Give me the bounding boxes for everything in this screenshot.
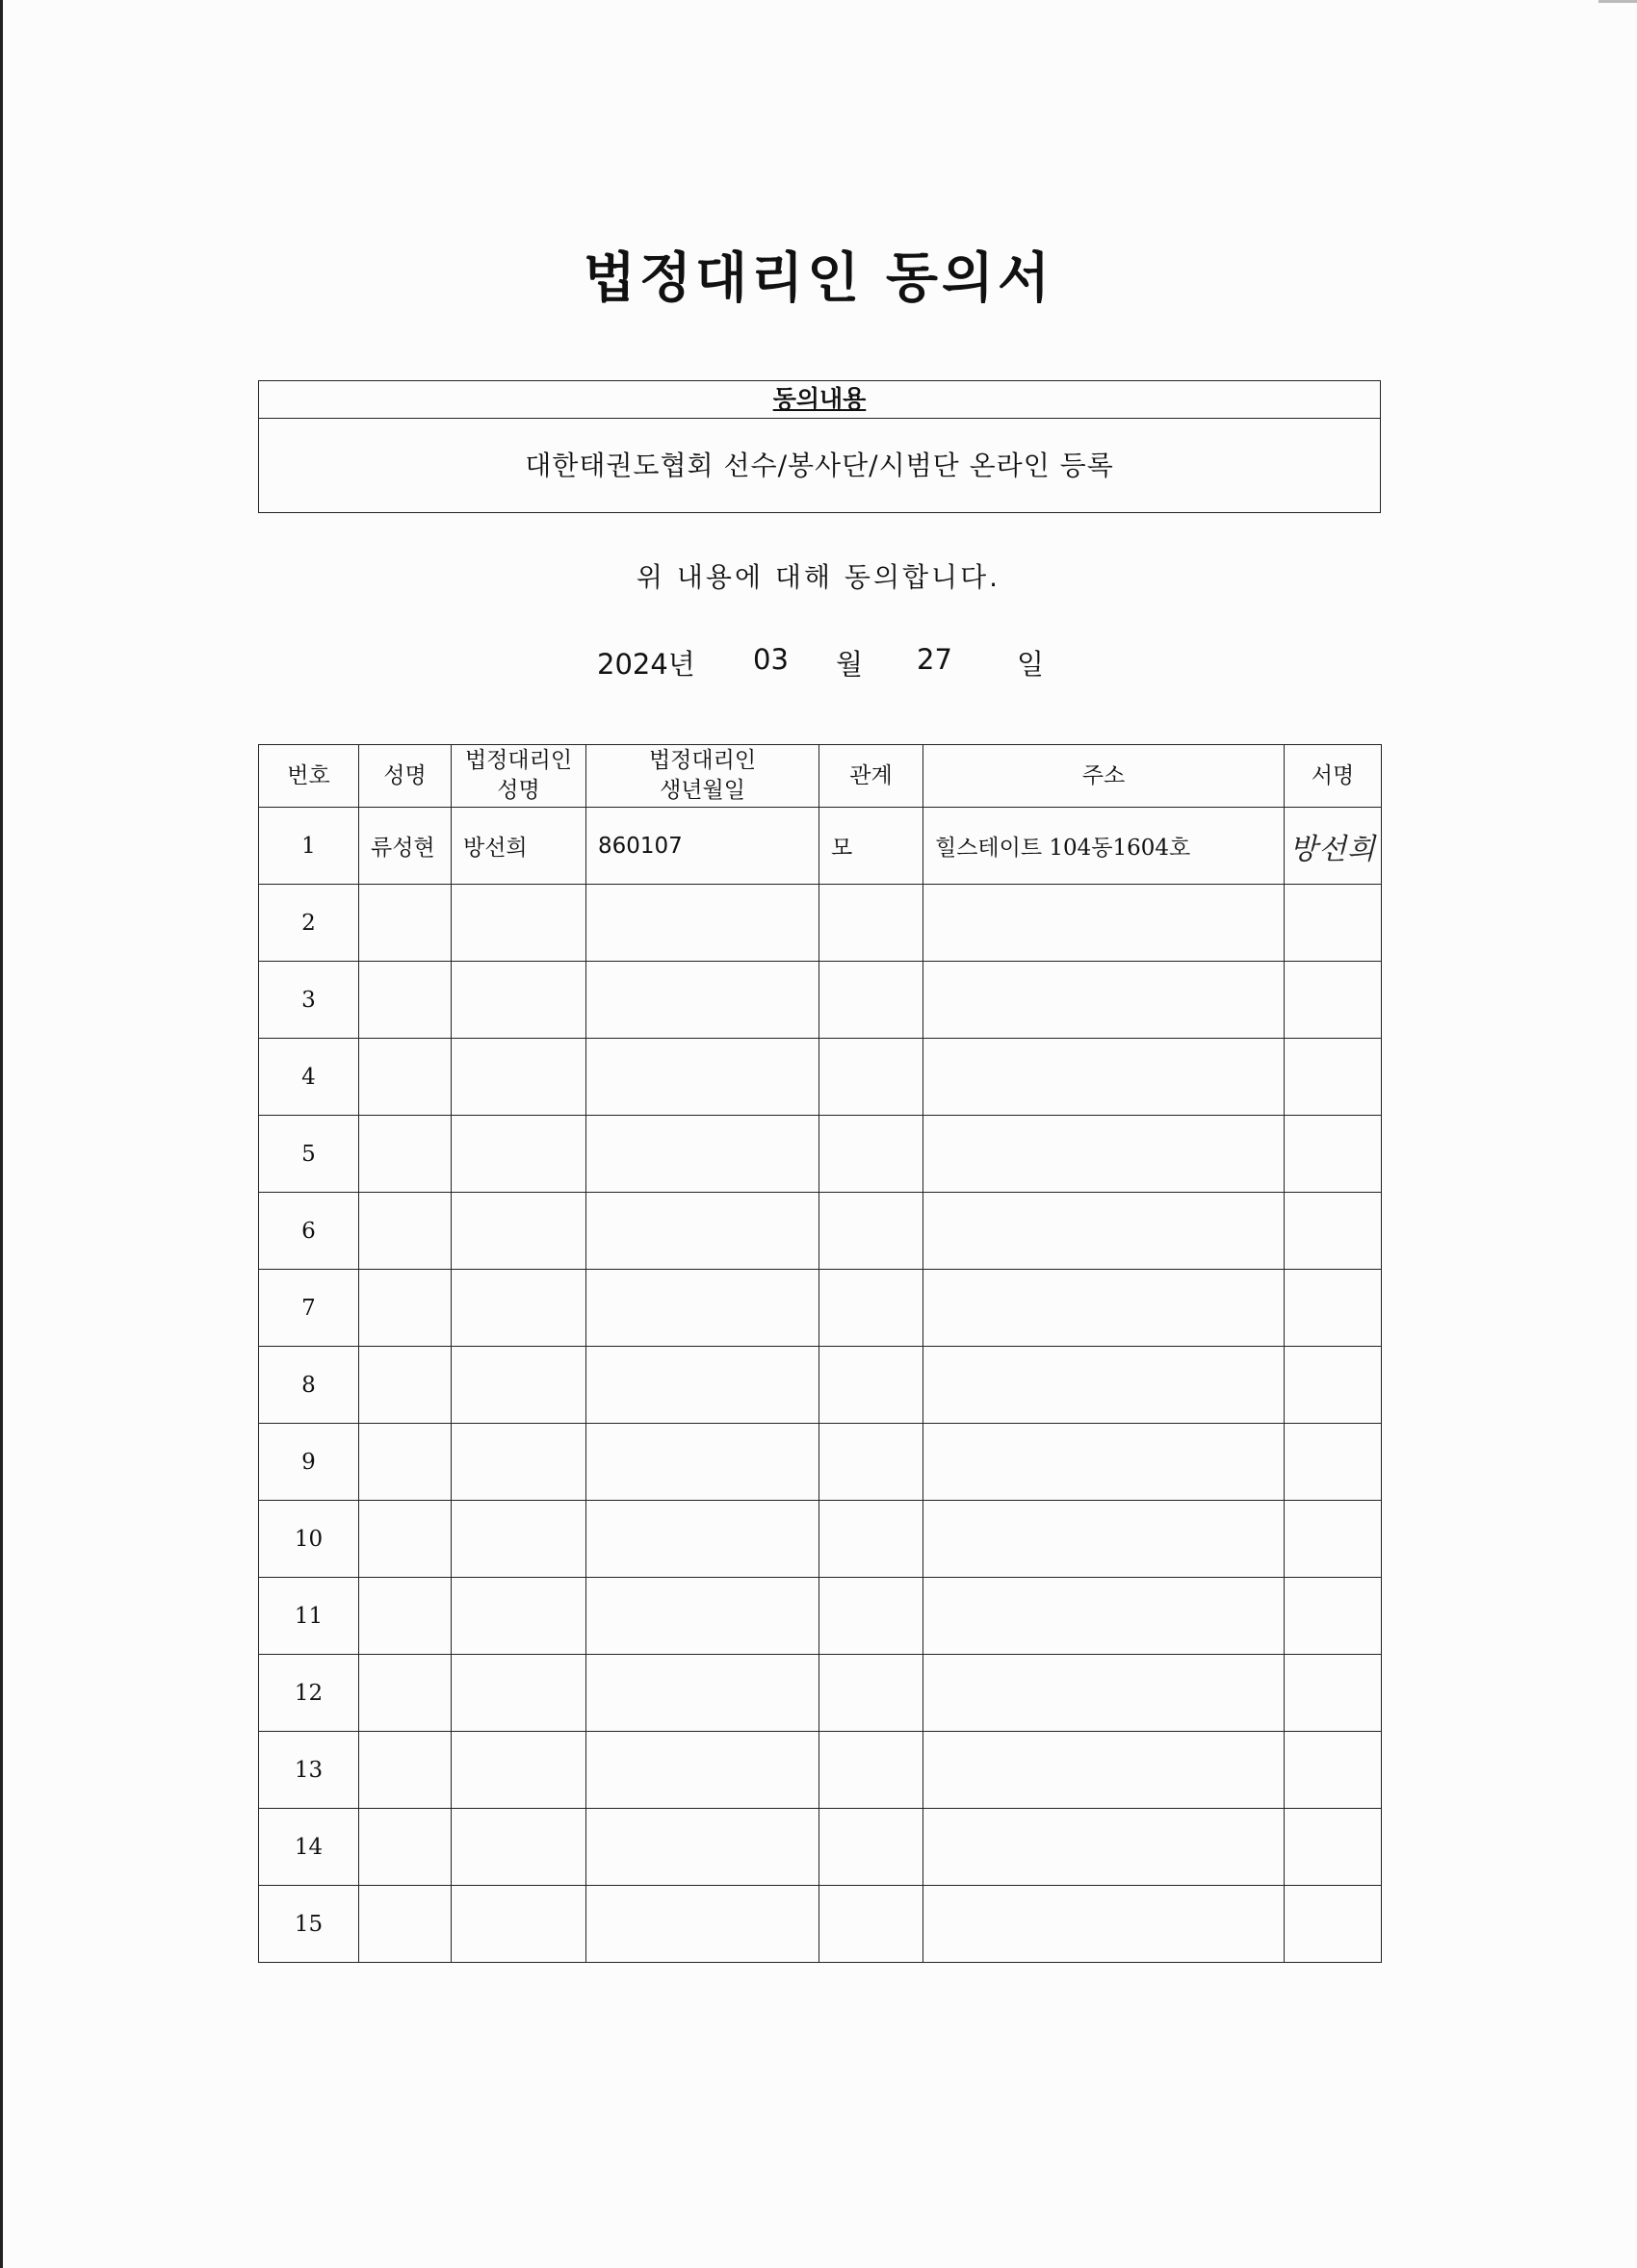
scan-edge-mark [1598,0,1637,3]
row-signature-cell [1285,1655,1382,1732]
document-title: 법정대리인 동의서 [583,247,1054,310]
row-address-cell [923,1270,1285,1347]
row-guardian-birth-cell [586,885,819,962]
row-guardian-name-cell [452,1424,586,1501]
row-number-cell: 3 [259,962,359,1039]
guardian-table [258,744,1382,1963]
row-guardian-birth-cell [586,1424,819,1501]
date-day: 27 [917,643,952,676]
row-address-cell [923,1116,1285,1193]
row-signature-cell [1285,1193,1382,1270]
header-number: 번호 [259,745,359,808]
header-name: 성명 [359,745,452,808]
header-guardian-name-line1: 법정대리인 [464,748,573,773]
row-guardian-name-cell [452,1501,586,1578]
row-address-cell: 힐스테이트 104동1604호 [923,808,1285,885]
header-guardian-name [452,745,586,808]
row-relation-cell [819,1501,923,1578]
agreement-statement: 위 내용에 대해 동의합니다. [636,561,1001,593]
row-name-cell [359,1347,452,1424]
consent-box [258,380,1381,513]
row-guardian-birth-cell [586,1655,819,1732]
table-row [259,1809,1382,1886]
row-name-cell [359,1116,452,1193]
row-guardian-birth-cell [586,1732,819,1809]
row-signature-cell [1285,1578,1382,1655]
row-signature-cell [1285,1732,1382,1809]
row-guardian-name-cell: 방선희 [452,808,586,885]
row-guardian-birth-cell [586,1347,819,1424]
row-guardian-name-cell [452,1655,586,1732]
header-relation: 관계 [819,745,923,808]
row-guardian-birth-cell: 860107 [586,808,819,885]
consent-header [259,381,1380,419]
row-number-cell: 4 [259,1039,359,1116]
date-day-unit: 일 [1017,648,1045,681]
row-guardian-name-cell [452,1039,586,1116]
table-header-row [259,745,1382,808]
row-name-cell [359,1732,452,1809]
table-row [259,1501,1382,1578]
date-month-unit: 월 [836,648,864,681]
header-guardian-birth-line1: 법정대리인 [648,748,757,773]
row-guardian-name-cell [452,1578,586,1655]
row-address-cell [923,1193,1285,1270]
row-address-cell [923,1886,1285,1963]
row-relation-cell [819,1347,923,1424]
table-row [259,1347,1382,1424]
row-number-cell: 11 [259,1578,359,1655]
row-name-cell [359,1270,452,1347]
row-guardian-name-cell [452,1116,586,1193]
row-guardian-name-cell [452,1193,586,1270]
header-address: 주소 [923,745,1285,808]
row-signature-cell [1285,885,1382,962]
consent-content: 대한태권도협회 선수/봉사단/시범단 온라인 등록 [525,450,1114,481]
table-row [259,1732,1382,1809]
row-address-cell [923,1424,1285,1501]
row-address-cell [923,1732,1285,1809]
row-signature-cell [1285,1886,1382,1963]
row-relation-cell [819,1039,923,1116]
row-name-cell [359,1655,452,1732]
row-name-cell [359,1809,452,1886]
table-row [259,962,1382,1039]
row-signature-cell [1285,1347,1382,1424]
row-name-cell [359,1424,452,1501]
row-guardian-name-cell [452,1270,586,1347]
row-number-cell: 15 [259,1886,359,1963]
table-row [259,808,1382,885]
row-signature-cell [1285,1039,1382,1116]
row-relation-cell [819,1886,923,1963]
row-guardian-birth-cell [586,1270,819,1347]
row-guardian-birth-cell [586,1809,819,1886]
row-number-cell: 10 [259,1501,359,1578]
row-guardian-name-cell [452,885,586,962]
row-relation-cell [819,1732,923,1809]
date-month: 03 [753,643,789,676]
row-relation-cell [819,1809,923,1886]
row-guardian-name-cell [452,1732,586,1809]
table-row [259,1886,1382,1963]
row-number-cell: 12 [259,1655,359,1732]
row-guardian-birth-cell [586,1886,819,1963]
table-row [259,885,1382,962]
row-relation-cell: 모 [819,808,923,885]
row-signature-cell [1285,1424,1382,1501]
row-guardian-birth-cell [586,1039,819,1116]
row-number-cell: 7 [259,1270,359,1347]
row-name-cell [359,1193,452,1270]
row-guardian-name-cell [452,1809,586,1886]
row-address-cell [923,1347,1285,1424]
row-guardian-name-cell [452,1347,586,1424]
row-name-cell [359,885,452,962]
row-guardian-birth-cell [586,1193,819,1270]
table-row [259,1116,1382,1193]
row-address-cell [923,1655,1285,1732]
row-signature-cell [1285,962,1382,1039]
row-number-cell: 8 [259,1347,359,1424]
row-relation-cell [819,1578,923,1655]
row-address-cell [923,962,1285,1039]
row-guardian-name-cell [452,1886,586,1963]
row-number-cell: 5 [259,1116,359,1193]
row-address-cell [923,1809,1285,1886]
row-name-cell [359,1886,452,1963]
row-name-cell [359,1039,452,1116]
header-guardian-birth-line2: 생년월일 [660,778,745,803]
table-row [259,1193,1382,1270]
table-row [259,1578,1382,1655]
row-relation-cell [819,962,923,1039]
row-signature-cell [1285,1501,1382,1578]
scan-edge [0,0,3,2268]
row-relation-cell [819,885,923,962]
handwritten-signature: 방선희 [1289,832,1376,866]
row-number-cell: 1 [259,808,359,885]
row-name-cell [359,962,452,1039]
row-signature-cell [1285,1809,1382,1886]
table-row [259,1039,1382,1116]
row-relation-cell [819,1270,923,1347]
row-signature-cell [1285,808,1382,885]
row-relation-cell [819,1193,923,1270]
row-guardian-birth-cell [586,1116,819,1193]
consent-header-label: 동의내용 [772,385,867,413]
row-guardian-name-cell [452,962,586,1039]
header-guardian-name-line2: 성명 [497,778,540,803]
row-name-cell [359,1501,452,1578]
row-relation-cell [819,1655,923,1732]
row-number-cell: 9 [259,1424,359,1501]
row-address-cell [923,885,1285,962]
row-number-cell: 2 [259,885,359,962]
table-row [259,1655,1382,1732]
row-signature-cell [1285,1270,1382,1347]
row-relation-cell [819,1116,923,1193]
row-number-cell: 13 [259,1732,359,1809]
row-number-cell: 6 [259,1193,359,1270]
row-name-cell [359,1578,452,1655]
row-relation-cell [819,1424,923,1501]
header-signature: 서명 [1285,745,1382,808]
row-number-cell: 14 [259,1809,359,1886]
row-name-cell: 류성현 [359,808,452,885]
row-guardian-birth-cell [586,962,819,1039]
row-address-cell [923,1039,1285,1116]
row-signature-cell [1285,1116,1382,1193]
table-row [259,1270,1382,1347]
row-address-cell [923,1578,1285,1655]
row-guardian-birth-cell [586,1578,819,1655]
header-guardian-birth [586,745,819,808]
date-year: 2024년 [597,648,695,681]
row-address-cell [923,1501,1285,1578]
table-row [259,1424,1382,1501]
row-guardian-birth-cell [586,1501,819,1578]
